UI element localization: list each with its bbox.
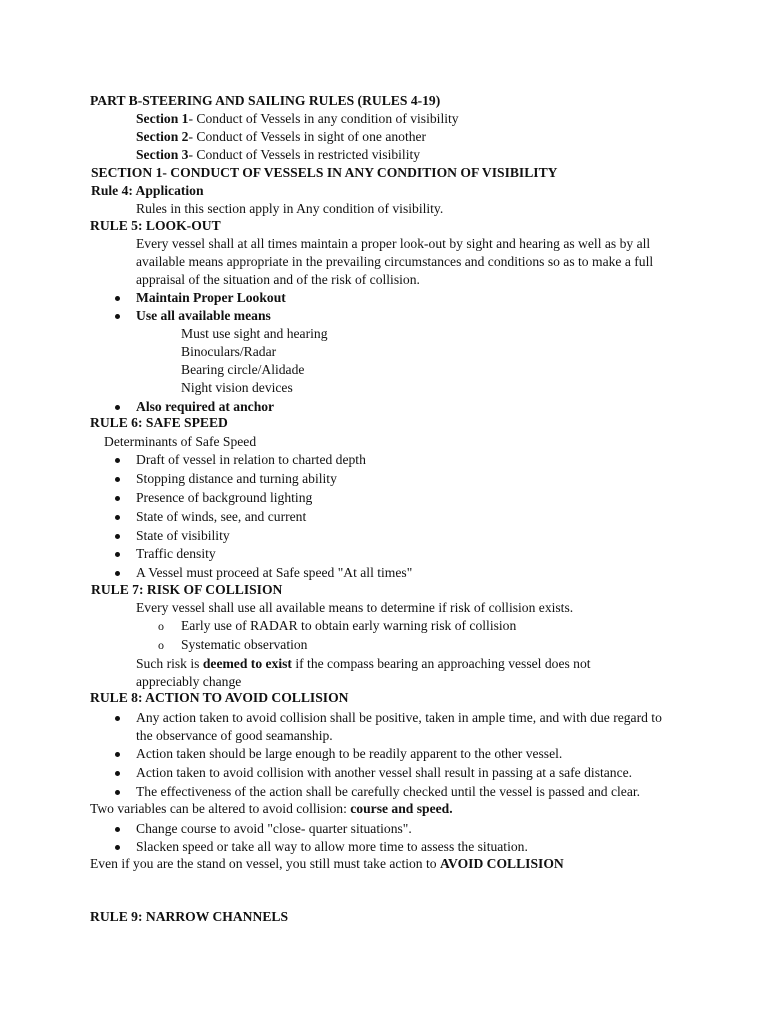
rule6-bullet: State of winds, see, and current <box>136 509 307 524</box>
risk-text-pre: Such risk is <box>136 656 203 671</box>
bullet-icon <box>115 845 120 850</box>
rule6-bullet: Draft of vessel in relation to charted depth <box>136 452 366 467</box>
rule6-bullet: A Vessel must proceed at Safe speed "At all times" <box>136 565 413 580</box>
rule7-risk-line2: appreciably change <box>136 674 242 689</box>
rule4-text: Rules in this section apply in Any condition of visibility. <box>136 201 444 216</box>
bullet-icon <box>115 571 120 576</box>
section-label: Section 1 <box>136 111 189 126</box>
rule8-heading: RULE 8: ACTION TO AVOID COLLISION <box>90 690 349 705</box>
circle-bullet-icon: o <box>158 638 164 652</box>
section-label: Section 2 <box>136 129 189 144</box>
rule6-intro: Determinants of Safe Speed <box>104 434 257 449</box>
rule8-bullet: Slacken speed or take all way to allow more time to assess the situation. <box>136 839 528 854</box>
section-3-line <box>136 146 420 164</box>
rule8-bullet: Any action taken to avoid collision shall be positive, taken in ample time, and with due regard to <box>136 710 662 725</box>
rule5-bullet: Maintain Proper Lookout <box>136 290 286 305</box>
bullet-icon <box>115 771 120 776</box>
section-text: - Conduct of Vessels in sight of one another <box>188 129 427 144</box>
rule5-sub-item: Bearing circle/Alidade <box>181 362 305 377</box>
rule6-bullet: Stopping distance and turning ability <box>136 471 337 486</box>
section-2-line <box>136 128 426 146</box>
rule6-bullet: Presence of background lighting <box>136 490 313 505</box>
rule6-heading: RULE 6: SAFE SPEED <box>90 415 228 430</box>
bullet-icon <box>115 405 120 410</box>
rule7-risk-line <box>136 655 591 673</box>
risk-text-post: if the compass bearing an approaching vessel does not <box>291 656 591 671</box>
bullet-icon <box>115 552 120 557</box>
rule7-sub-item: Early use of RADAR to obtain early warning risk of collision <box>181 618 517 633</box>
rule5-bullet: Also required at anchor <box>136 399 275 414</box>
variables-bold: course and speed. <box>350 801 453 816</box>
rule8-bullet: Action taken should be large enough to be readily apparent to the other vessel. <box>136 746 563 761</box>
rule6-bullet: Traffic density <box>136 546 216 561</box>
bullet-icon <box>115 790 120 795</box>
section-label: Section 3 <box>136 147 189 162</box>
rule5-heading: RULE 5: LOOK-OUT <box>90 218 221 233</box>
rule4-heading: Rule 4: Application <box>91 183 204 198</box>
rule7-heading: RULE 7: RISK OF COLLISION <box>91 582 283 597</box>
bullet-icon <box>115 458 120 463</box>
rule5-sub-item: Binoculars/Radar <box>181 344 277 359</box>
rule9-heading: RULE 9: NARROW CHANNELS <box>90 909 289 924</box>
rule5-para-line: available means appropriate in the prevailing circumstances and conditions so as to make a full <box>136 254 654 269</box>
bullet-icon <box>115 827 120 832</box>
rule7-intro: Every vessel shall use all available means to determine if risk of collision exists. <box>136 600 574 615</box>
rule6-bullet: State of visibility <box>136 528 230 543</box>
bullet-icon <box>115 296 120 301</box>
rule8-bullet: Change course to avoid "close- quarter situations". <box>136 821 412 836</box>
rule8-variables-line <box>90 800 453 818</box>
variables-pre: Two variables can be altered to avoid collision: <box>90 801 351 816</box>
circle-bullet-icon: o <box>158 619 164 633</box>
rule8-bullet: The effectiveness of the action shall be carefully checked until the vessel is passed and clear. <box>136 784 641 799</box>
bullet-icon <box>115 314 120 319</box>
section1-heading: SECTION 1- CONDUCT OF VESSELS IN ANY CONDITION OF VISIBILITY <box>91 165 558 180</box>
final-pre: Even if you are the stand on vessel, you still must take action to <box>90 856 440 871</box>
risk-text-bold: deemed to exist <box>202 656 292 671</box>
rule5-bullet: Use all available means <box>136 308 271 323</box>
rule5-sub-item: Must use sight and hearing <box>181 326 328 341</box>
rule8-bullet: Action taken to avoid collision with another vessel shall result in passing at a safe distance. <box>136 765 633 780</box>
rule7-sub-item: Systematic observation <box>181 637 308 652</box>
rule8-final-line <box>90 855 564 873</box>
section-text: - Conduct of Vessels in any condition of visibility <box>188 111 459 126</box>
bullet-icon <box>115 716 120 721</box>
part-heading: PART B-STEERING AND SAILING RULES (RULES 4-19) <box>90 93 441 108</box>
rule5-sub-item: Night vision devices <box>181 380 293 395</box>
bullet-icon <box>115 496 120 501</box>
rule5-para-line: Every vessel shall at all times maintain a proper look-out by sight and hearing as well as by all <box>136 236 651 251</box>
bullet-icon <box>115 515 120 520</box>
rule5-para-line: appraisal of the situation and of the risk of collision. <box>136 272 420 287</box>
final-bold: AVOID COLLISION <box>439 856 564 871</box>
section-text: - Conduct of Vessels in restricted visibility <box>188 147 421 162</box>
section-1-line <box>136 110 459 128</box>
bullet-icon <box>115 752 120 757</box>
rule8-bullet-cont: the observance of good seamanship. <box>136 728 333 743</box>
bullet-icon <box>115 477 120 482</box>
bullet-icon <box>115 534 120 539</box>
